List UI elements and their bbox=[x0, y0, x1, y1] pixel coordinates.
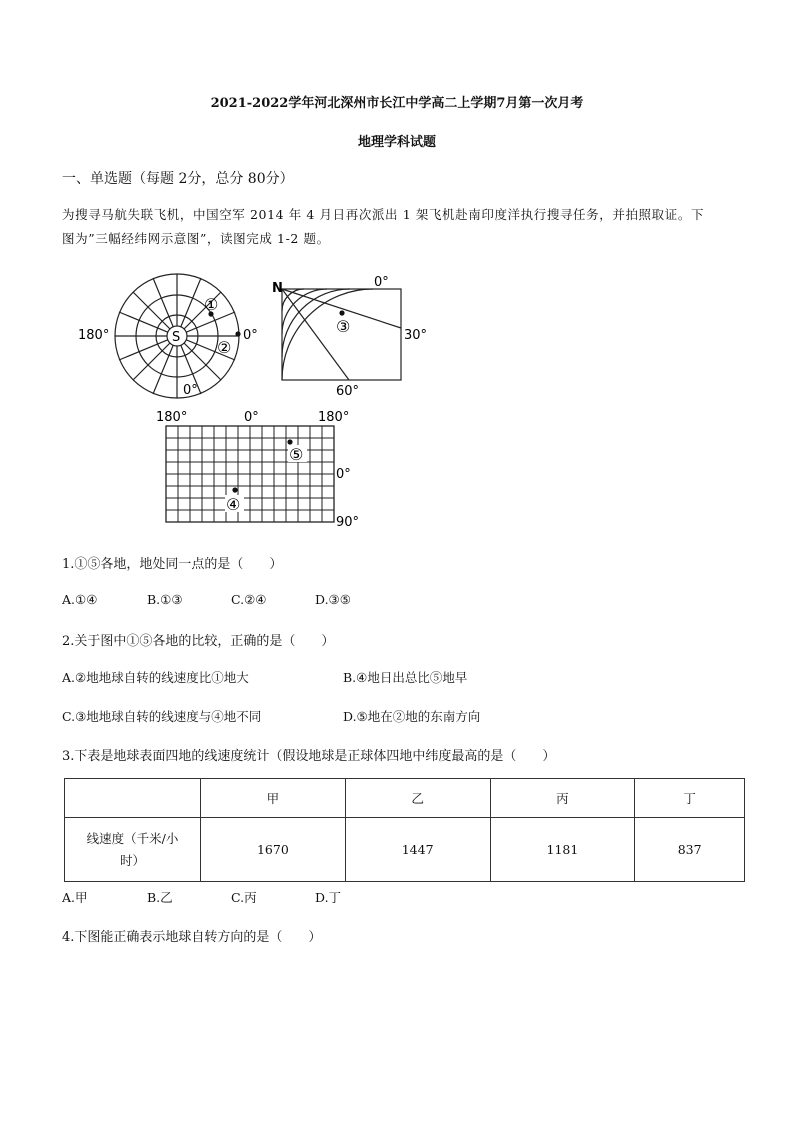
table-cell: 837 bbox=[635, 818, 745, 882]
polar-center-label: S bbox=[172, 330, 181, 345]
q3-option-b[interactable]: B.乙 bbox=[147, 890, 173, 905]
question-1-stem: 1.①⑤各地，地处同一点的是（ ） bbox=[62, 557, 283, 572]
table-cell: 1181 bbox=[490, 818, 635, 882]
quarter-bottom-label: 60° bbox=[336, 384, 360, 399]
point-4-label: ④ bbox=[226, 495, 241, 514]
polar-right-label: 0° bbox=[243, 328, 258, 343]
q3-option-a[interactable]: A.甲 bbox=[62, 890, 88, 905]
q1-option-a[interactable]: A.①④ bbox=[62, 592, 98, 607]
table-row bbox=[65, 818, 745, 882]
graticule-figure bbox=[70, 270, 450, 532]
q1-option-d[interactable]: D.③⑤ bbox=[315, 592, 351, 607]
table-cell: 1447 bbox=[345, 818, 490, 882]
table-cell: 1670 bbox=[201, 818, 346, 882]
q2-option-d[interactable]: D.⑤地在②地的东南方向 bbox=[343, 709, 481, 724]
table-header-cell: 丁 bbox=[635, 779, 745, 818]
section-heading: 一、单选题（每题 2分，总分 80分） bbox=[62, 171, 294, 187]
polar-bottom-label: 0° bbox=[183, 383, 198, 398]
point-3-dot bbox=[339, 310, 344, 315]
q2-option-a[interactable]: A.②地地球自转的线速度比①地大 bbox=[62, 670, 249, 685]
row-label-line-1: 线速度（千米/小 bbox=[86, 830, 179, 846]
table-row-label bbox=[65, 818, 201, 882]
q3-option-d[interactable]: D.丁 bbox=[315, 890, 342, 905]
intro-paragraph bbox=[62, 203, 742, 251]
intro-line-2: 图为”三幅经纬网示意图”，读图完成 1-2 题。 bbox=[62, 231, 330, 246]
grid-top-left-label: 180° bbox=[156, 410, 188, 425]
quarter-right-label: 30° bbox=[404, 328, 428, 343]
q2-option-c[interactable]: C.③地地球自转的线速度与④地不同 bbox=[62, 709, 262, 724]
grid-top-mid-label: 0° bbox=[244, 410, 259, 425]
table-header-cell: 乙 bbox=[345, 779, 490, 818]
point-4-dot bbox=[232, 487, 237, 492]
quarter-top-label: 0° bbox=[374, 275, 389, 290]
table-corner-cell bbox=[65, 779, 201, 818]
grid-right-mid-label: 0° bbox=[336, 467, 351, 482]
grid-right-bottom-label: 90° bbox=[336, 515, 360, 530]
q1-option-b[interactable]: B.①③ bbox=[147, 592, 183, 607]
table-header-cell: 甲 bbox=[201, 779, 346, 818]
point-3-label: ③ bbox=[336, 317, 351, 336]
question-2-stem: 2.关于图中①⑤各地的比较，正确的是（ ） bbox=[62, 634, 335, 649]
quarter-corner-label: N bbox=[272, 281, 283, 296]
row-label-line-2: 时） bbox=[119, 852, 145, 868]
point-5-dot bbox=[287, 439, 292, 444]
question-4-stem: 4.下图能正确表示地球自转方向的是（ ） bbox=[62, 930, 322, 945]
q2-option-b[interactable]: B.④地日出总比⑤地早 bbox=[343, 670, 468, 685]
point-5-label: ⑤ bbox=[289, 445, 304, 464]
q3-option-c[interactable]: C.丙 bbox=[231, 890, 257, 905]
question-3-stem: 3.下表是地球表面四地的线速度统计（假设地球是正球体四地中纬度最高的是（ ） bbox=[62, 749, 556, 764]
table-header-cell: 丙 bbox=[490, 779, 635, 818]
exam-title: 2021-2022学年河北深州市长江中学高二上学期7月第一次月考 bbox=[210, 96, 584, 111]
point-2-dot bbox=[235, 331, 240, 336]
exam-subtitle: 地理学科试题 bbox=[357, 135, 436, 150]
grid-diagram bbox=[166, 426, 334, 522]
point-2-label: ② bbox=[217, 338, 232, 357]
q1-option-c[interactable]: C.②④ bbox=[231, 592, 267, 607]
speed-table bbox=[64, 778, 745, 882]
point-1-label: ① bbox=[204, 295, 219, 314]
polar-left-label: 180° bbox=[78, 328, 110, 343]
grid-top-right-label: 180° bbox=[318, 410, 350, 425]
table-header-row bbox=[65, 779, 745, 818]
intro-line-1: 为搜寻马航失联飞机，中国空军 2014 年 4 月日再次派出 1 架飞机赴南印度洋执行搜寻任务，并拍照取证。下 bbox=[62, 207, 705, 222]
